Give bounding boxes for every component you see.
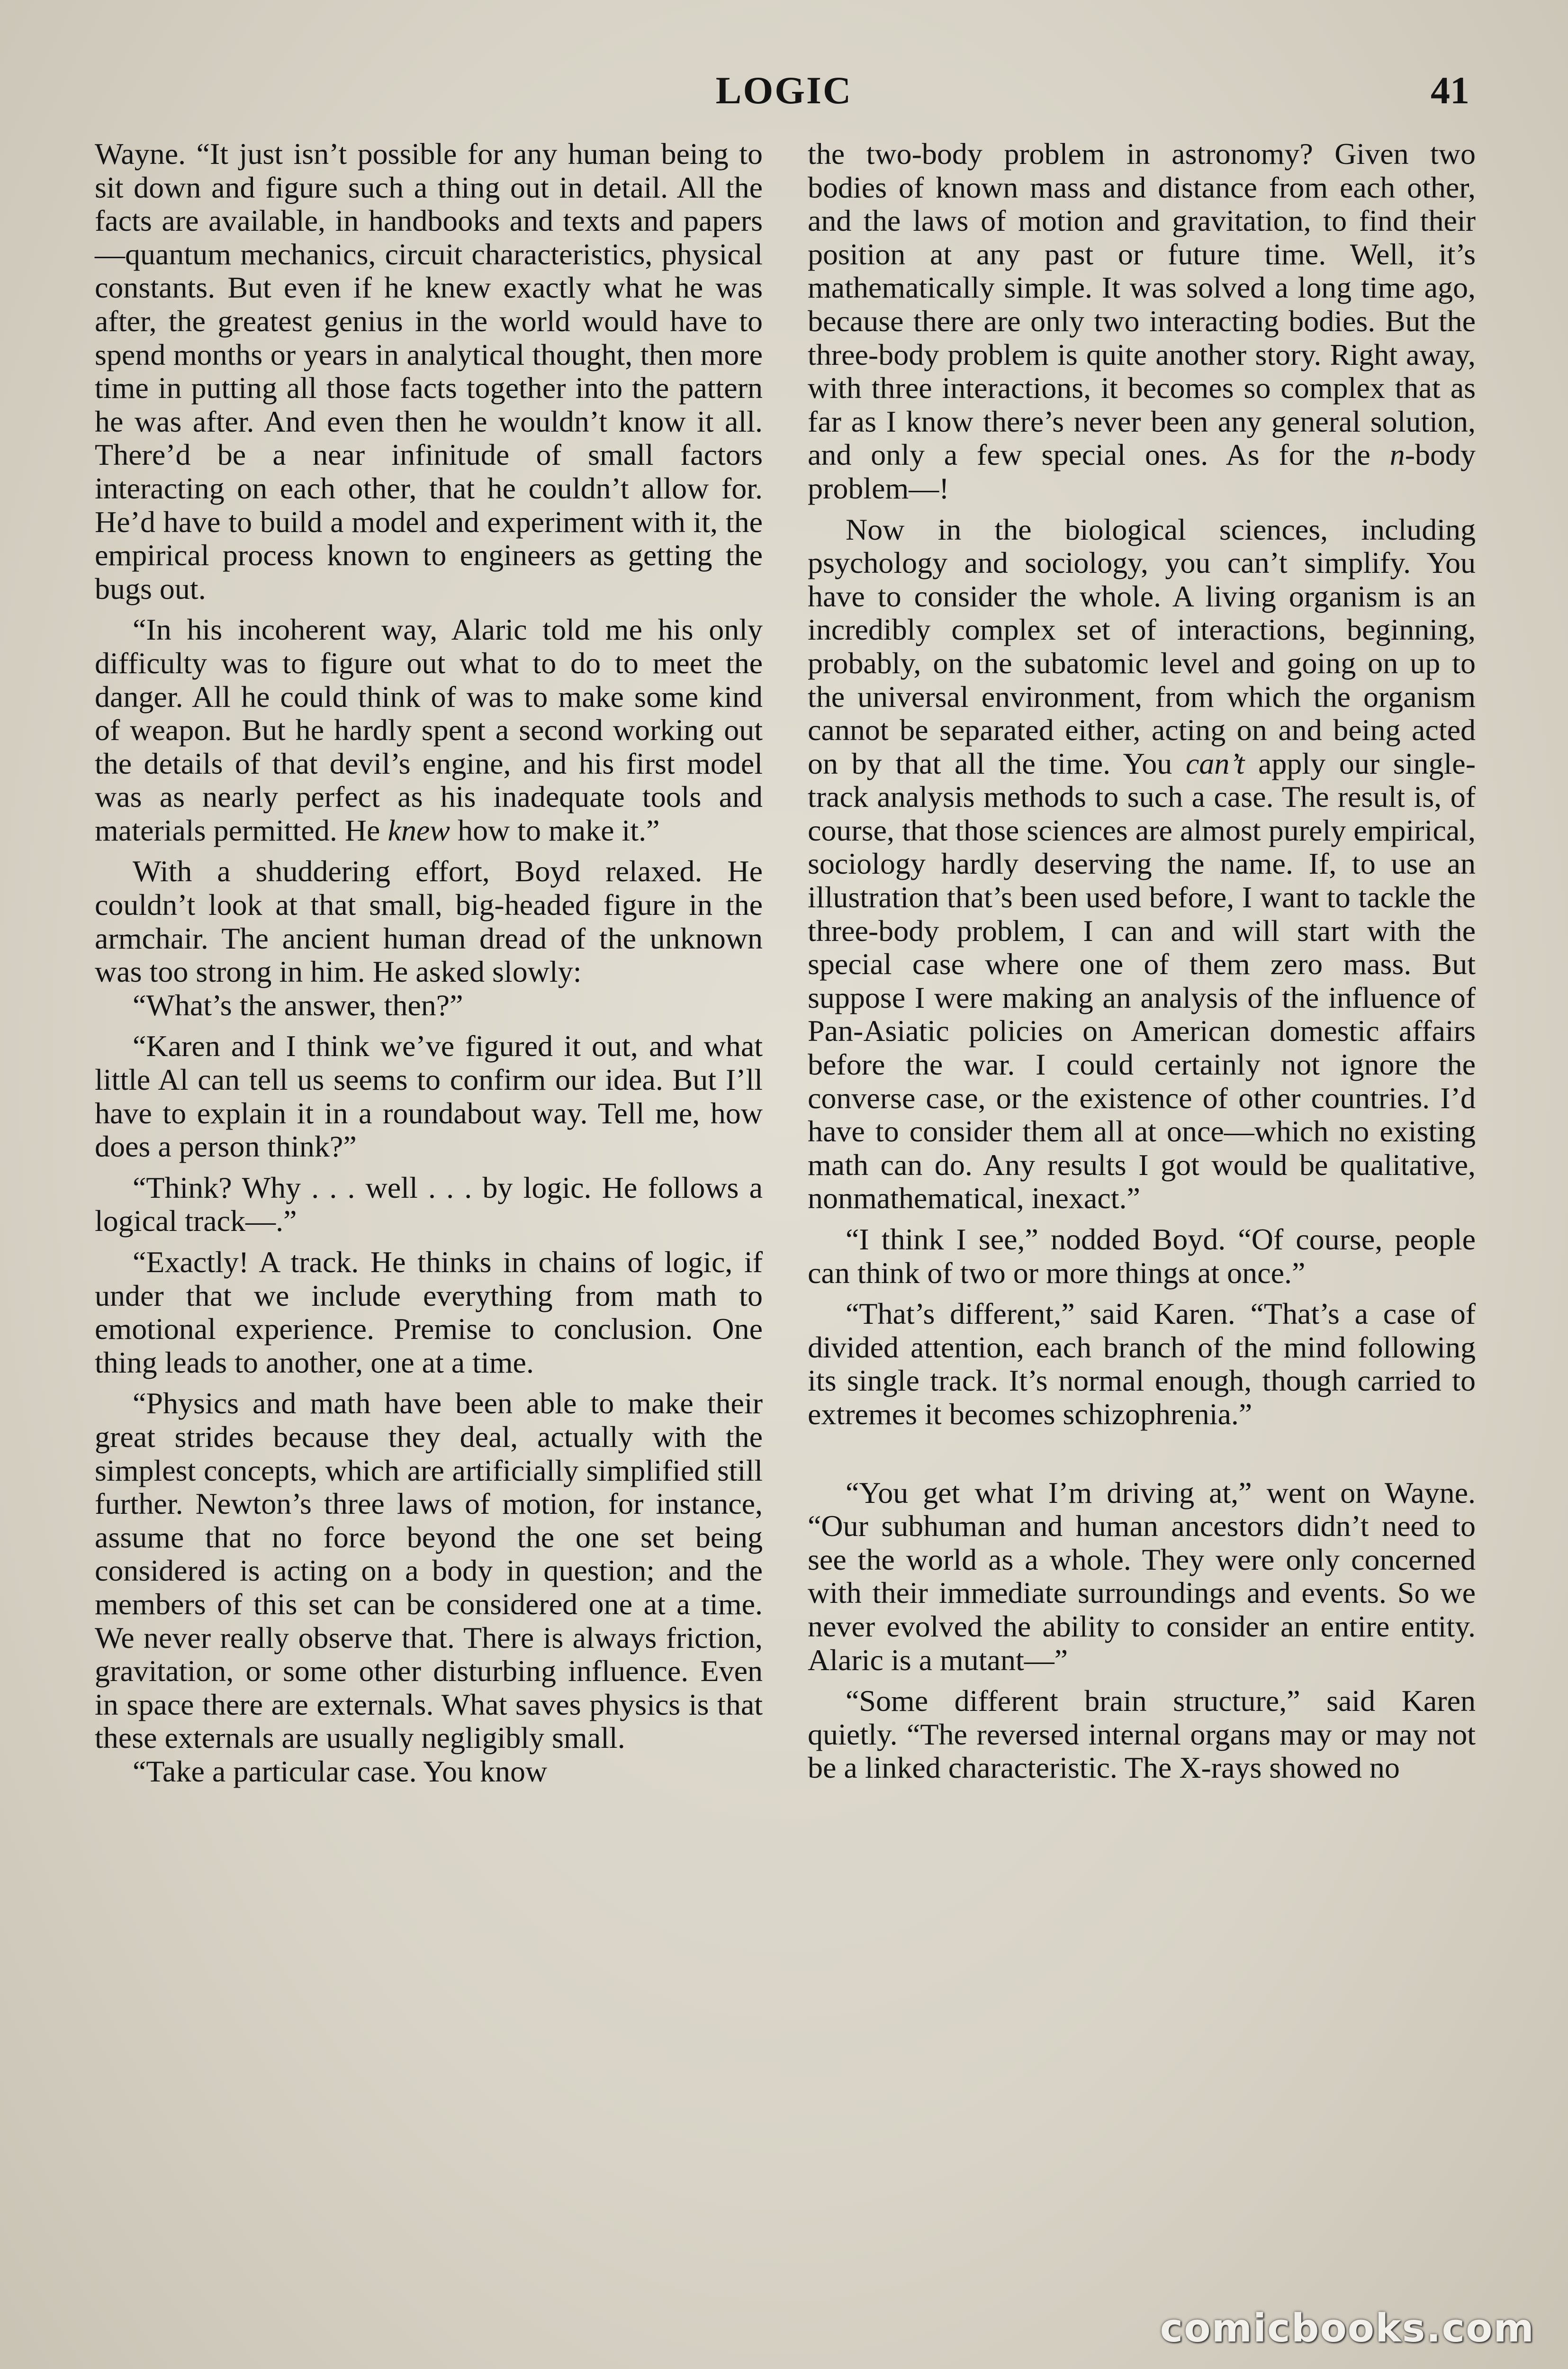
paragraph: “Karen and I think we’ve figured it out, and what little Al can tell us seems to confirm our idea. But I’ll have to explain it in a roundabout way. Tell me, how does a person think?”	[95, 1029, 763, 1164]
italic-word: knew	[387, 813, 450, 847]
paragraph-text: apply our single-track analysis methods to such a case. The result is, of course, that those sciences are almost purely empirical, sociology hardly deserving the name. If, to use an illustration that’s been used before, I want to tackle the three-body problem, I can and will start with the special case where one of them zero mass. But suppose I were making an analysis of the influence of Pan-Asiatic policies on American domestic affairs before the war. I could certainly not ignore the converse case, or the existence of other countries. I’d have to consider them all at once—which no existing math can do. Any results I got would be qualitative, nonmathematical, inexact.”	[808, 746, 1476, 1215]
paragraph: “What’s the answer, then?”	[133, 988, 463, 1022]
right-text-column	[808, 137, 1476, 1792]
paragraph: With a shuddering effort, Boyd relaxed. He couldn’t look at that small, big-headed figure in the armchair. The ancient human dread of the unknown was too strong in him. He asked slowly:	[95, 854, 763, 989]
paragraph	[808, 513, 1476, 1215]
running-title: LOGIC	[715, 69, 853, 112]
paragraph-text: Now in the biological sciences, including psychology and sociology, you can’t simplify. You have to consider the whole. A living organism is an incredibly complex set of interactions, beginning, probably, on the subatomic level and going on up to the universal environment, from which the organism cannot be separated either, acting on and being acted on by that all the time. You	[808, 512, 1476, 780]
paragraph: “Exactly! A track. He thinks in chains of logic, if under that we include everything from math to emotional experience. Premise to conclusion. One thing leads to another, one at a time.	[95, 1245, 763, 1379]
paragraph	[95, 613, 763, 847]
paragraph: “Take a particular case. You know	[133, 1754, 548, 1788]
paragraph: “Think? Why . . . well . . . by logic. He follows a logical track—.”	[95, 1170, 763, 1238]
paragraph: “You get what I’m driving at,” went on Wayne. “Our subhuman and human ancestors didn’t need to see the world as a whole. They were only concerned with their immediate surroundings and events. So we never evolved the ability to consider an entire entity. Alaric is a mutant—”	[808, 1475, 1476, 1677]
paragraph: “Physics and math have been able to make their great strides because they deal, actually with the simplest concepts, which are artificially simplified still further. Newton’s three laws of motion, for instance, assume that no force beyond the one set being considered is acting on a body in question; and the members of this set can be considered one at a time. We never really observe that. There is always friction, gravitation, or some other disturbing influence. Even in space there are externals. What saves physics is that these externals are usually negligibly small.	[95, 1386, 763, 1755]
paragraph: “That’s different,” said Karen. “That’s a case of divided attention, each branch of the mind following its single track. It’s normal enough, though carried to extremes it becomes schizophrenia.”	[808, 1297, 1476, 1431]
paragraph-text: “In his incoherent way, Alaric told me his only difficulty was to figure out what to do to meet the danger. All he could think of was to make some kind of weapon. But he hardly spent a second working out the details of that devil’s engine, and his first model was as nearly perfect as his inadequate tools and materials permitted. He	[95, 613, 763, 847]
italic-word: can’t	[1185, 746, 1245, 780]
page-number: 41	[1431, 69, 1469, 112]
left-text-column	[95, 137, 763, 1796]
paragraph: “Some different brain structure,” said Karen quietly. “The reversed internal organs may or may not be a linked characteristic. The X-rays showed no	[808, 1684, 1476, 1785]
paragraph-text: how to make it.”	[450, 813, 660, 847]
paragraph	[808, 137, 1476, 506]
paragraph: Wayne. “It just isn’t possible for any human being to sit down and figure such a thing out in detail. All the facts are available, in handbooks and texts and papers—quantum mechanics, circuit characteristics, physical constants. But even if he knew exactly what he was after, the greatest genius in the world would have to spend months or years in analytical thought, then more time in putting all those facts together into the pattern he was after. And even then he wouldn’t know it all. There’d be a near infinitude of small factors interacting on each other, that he couldn’t allow for. He’d have to build a model and experiment with it, the empirical process known to engineers as getting the bugs out.	[95, 137, 763, 606]
paragraph-text: the two-body problem in astronomy? Given two bodies of known mass and distance from each other, and the laws of motion and gravitation, to find their position at any past or future time. Well, it’s mathematically simple. It was solved a long time ago, because there are only two interacting bodies. But the three-body problem is quite another story. Right away, with three interactions, it becomes so complex that as far as I know there’s never been any general solution, and only a few special ones. As for the	[808, 137, 1476, 472]
watermark-logo: comicbooks.com	[1160, 2306, 1535, 2351]
italic-letter: n	[1389, 438, 1405, 472]
paragraph-text: -body problem—!	[808, 438, 1476, 505]
paragraph: “I think I see,” nodded Boyd. “Of course, people can think of two or more things at once.”	[808, 1222, 1476, 1290]
